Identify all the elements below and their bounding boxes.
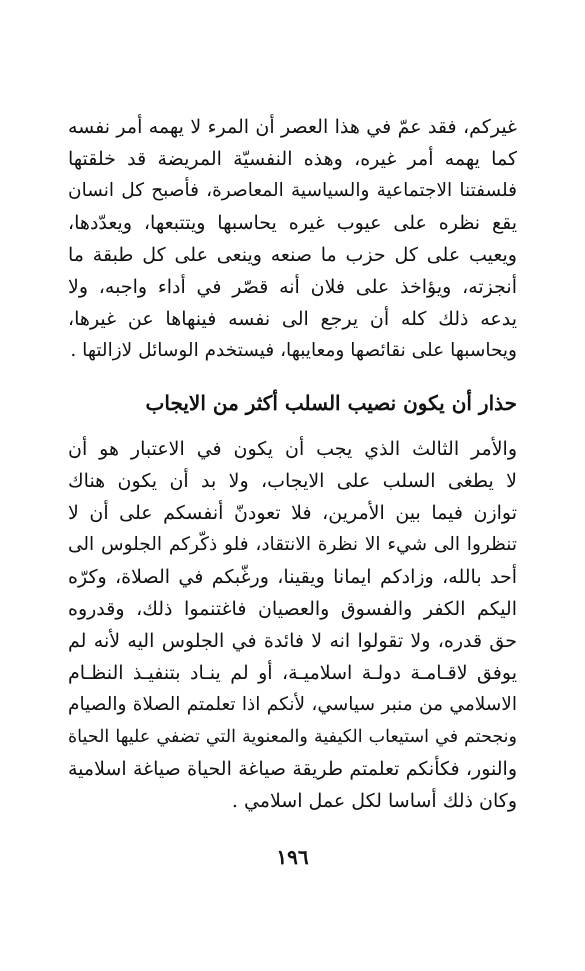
text-line: توازن فيما بين الأمرين، فلا تعودنّ أنفسكم على أن لا bbox=[68, 502, 517, 524]
text-line: وكان ذلك أساسا لكل عمل اسلامي . bbox=[231, 790, 517, 812]
paragraph-third-matter bbox=[68, 433, 517, 817]
text-line: الاسلامي من منبر سياسي، لأنكم اذا تعلمتم الصلاة والصيام bbox=[68, 694, 517, 715]
page-number: ١٩٦ bbox=[276, 845, 309, 869]
text-line: أحد بالله، وزادكم ايمانا ويقينا، ورغّبكم في الصلاة، وكرّه bbox=[68, 566, 517, 588]
text-line: غيركم، فقد عمّ في هذا العصر أن المرء لا يهمه أمر نفسه bbox=[68, 116, 517, 138]
text-line: ونجحتم في استيعاب الكيفية والمعنوية التي تضفي عليها الحياة bbox=[68, 727, 517, 747]
text-line: لا يطغى السلب على الايجاب، ولا بد أن يكون هناك bbox=[68, 470, 517, 492]
text-line: يدعه ذلك كله أن يرجع الى نفسه فينهاها عن غيرها، bbox=[68, 308, 517, 330]
text-line: يوفق لاقـامـة دولـة اسلاميـة، أو لم ينـاد بتنفيـذ النظـام bbox=[68, 662, 517, 684]
section-heading: حذار أن يكون نصيب السلب أكثر من الايجاب bbox=[145, 391, 517, 415]
text-line: فلسفتنا الاجتماعية والسياسية المعاصرة، فأصبح كل انسان bbox=[68, 180, 517, 201]
text-line: اليكم الكفر والفسوق والعصيان فاغتنموا ذلك، وقدروه bbox=[68, 598, 517, 620]
text-line: كما يهمه أمر غيره، وهذه النفسيّة المريضة قد خلقتها bbox=[68, 148, 517, 170]
text-line: والنور، فكأنكم تعلمتم طريقة صياغة الحياة صياغة اسلامية bbox=[68, 758, 517, 780]
text-line: ويعيب على كل حزب ما صنعه وينعى على كل طبقة ما bbox=[68, 244, 517, 266]
text-line: ويحاسبها على نقائصها ومعايبها، فيستخدم الوسائل لازالتها . bbox=[70, 340, 517, 361]
text-line: والأمر الثالث الذي يجب أن يكون في الاعتبار هو أن bbox=[68, 438, 517, 460]
text-line: تنظروا الى شيء الا نظرة الانتقاد، فلو ذكّركم الجلوس الى bbox=[68, 534, 517, 555]
text-line: حق قدره، ولا تقولوا انه لا فائدة في الجلوس اليه لأنه لم bbox=[68, 630, 517, 652]
text-line: يقع نظره على عيوب غيره يحاسبها ويتتبعها، ويعدّدها، bbox=[68, 212, 517, 234]
paragraph-continuation bbox=[68, 111, 517, 367]
text-line: أنجزته، ويؤاخذ على فلان أنه قصّر في أداء واجبه، ولا bbox=[68, 276, 517, 298]
